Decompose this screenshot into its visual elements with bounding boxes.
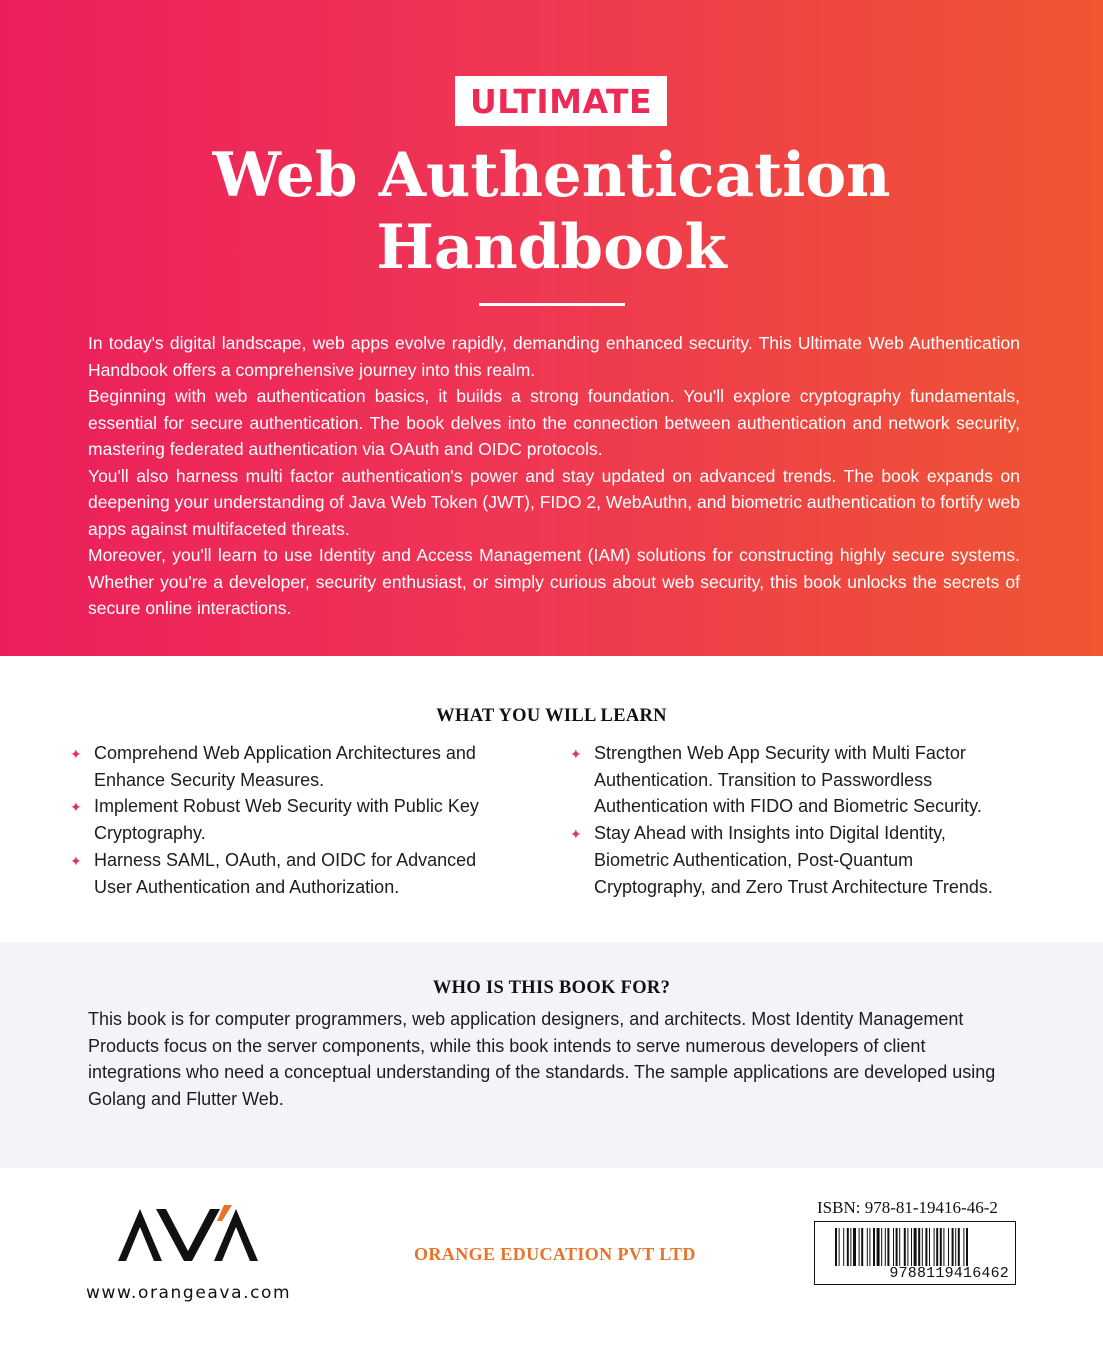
publisher-name: ORANGE EDUCATION PVT LTD (414, 1244, 696, 1264)
audience-section (0, 942, 1103, 1168)
description-paragraph: In today's digital landscape, web apps evolve rapidly, demanding enhanced security. This Ultimate Web Authentication Handbook offers a comprehensive journey into this realm. (88, 333, 1020, 380)
learn-list-right (570, 740, 1010, 900)
barcode-bar (843, 1228, 844, 1266)
barcode-bar (966, 1228, 968, 1266)
title-divider (479, 303, 625, 306)
barcode-bar (907, 1228, 908, 1266)
hero-banner (0, 0, 1103, 656)
barcode-bar (839, 1228, 840, 1266)
barcode-bar (940, 1228, 942, 1266)
learn-list-left (70, 740, 510, 900)
barcode-bar (867, 1228, 868, 1266)
barcode-bar (955, 1228, 956, 1266)
barcode-bar (914, 1228, 917, 1266)
learn-item (570, 820, 1010, 900)
learn-item-text: Implement Robust Web Security with Public Key Cryptography. (94, 796, 479, 844)
barcode-bar (847, 1228, 849, 1266)
star-bullet-icon: ✦ (570, 746, 582, 762)
barcode-bar (952, 1228, 954, 1266)
barcode-bar (948, 1228, 949, 1266)
barcode-bar (958, 1228, 960, 1266)
barcode-bar (925, 1228, 927, 1266)
title-line-2: Handbook (376, 212, 727, 283)
audience-text: This book is for computer programmers, web application designers, and architects. Most Identity Management Products focus on the server components, while this book intends to serve numerous developers of client integrations who need a conceptual understanding of the standards. The sample applications are developed using Golang and Flutter Web. (88, 1009, 996, 1110)
learn-item (570, 740, 1010, 820)
barcode-digits: 9788119416462 (889, 1265, 1009, 1282)
learn-section (0, 656, 1103, 942)
star-bullet-icon: ✦ (70, 746, 82, 762)
learn-item-text: Stay Ahead with Insights into Digital Identity, Biometric Authentication, Post-Quantum Cryptography, and Zero Trust Architecture Trends. (594, 823, 993, 897)
learn-item (70, 847, 510, 900)
barcode-bar (899, 1228, 900, 1266)
learn-heading: WHAT YOU WILL LEARN (436, 706, 667, 726)
barcode-bar (873, 1228, 875, 1266)
star-bullet-icon: ✦ (570, 826, 582, 843)
barcode-bar (887, 1228, 889, 1266)
barcode-bar (963, 1228, 964, 1266)
ultimate-badge: ULTIMATE (455, 76, 667, 126)
learn-item (70, 740, 510, 793)
description-paragraph: Moreover, you'll learn to use Identity and Access Management (IAM) solutions for constructing highly secure systems. Whether you're a developer, security enthusiast, or simply curious about web security, this book unlocks the secrets of secure online interactions. (88, 545, 1020, 618)
barcode-bar (904, 1228, 906, 1266)
barcode-bar (869, 1228, 870, 1266)
barcode-bar (850, 1228, 851, 1266)
barcode-bar (934, 1228, 935, 1266)
learn-item-text: Strengthen Web App Security with Multi Factor Authentication. Transition to Passwordless Authentication with FIDO and Biometric Security. (594, 743, 982, 817)
isbn-barcode (814, 1221, 1016, 1285)
barcode-bar (877, 1228, 880, 1266)
ava-logo (118, 1203, 258, 1265)
book-title (0, 140, 1103, 284)
publisher-website: www.orangeava.com (86, 1283, 292, 1303)
barcode-bar (929, 1228, 930, 1266)
barcode-bar (911, 1228, 912, 1266)
barcode-bar (893, 1228, 894, 1266)
learn-item-text: Comprehend Web Application Architectures and Enhance Security Measures. (94, 743, 476, 790)
star-bullet-icon: ✦ (70, 799, 82, 816)
description-paragraph: Beginning with web authentication basics, it builds a strong foundation. You'll explore cryptography fundamentals, essential for secure authentication. The book delves into the connection between authentication and network security, mastering federated authentication via OAuth and OIDC protocols. (88, 386, 1020, 459)
barcode-bar (918, 1228, 920, 1266)
barcode-bar (943, 1228, 944, 1266)
barcode-bar (861, 1228, 863, 1266)
barcode-bar (896, 1228, 898, 1266)
barcode-bar (885, 1228, 886, 1266)
book-description (88, 330, 1020, 622)
learn-item (70, 793, 510, 846)
barcode-bar (835, 1228, 837, 1266)
barcode-bar (853, 1228, 856, 1266)
audience-heading: WHO IS THIS BOOK FOR? (432, 978, 671, 998)
barcode-bar (881, 1228, 882, 1266)
barcode-bar (859, 1228, 860, 1266)
title-line-1: Web Authentication (212, 140, 891, 211)
barcode-bar (922, 1228, 923, 1266)
description-paragraph: You'll also harness multi factor authentication's power and stay updated on advanced trends. The book expands on deepening your understanding of Java Web Token (JWT), FIDO 2, WebAuthn, and biometric authentication to fortify web apps against multifaceted threats. (88, 465, 1020, 539)
isbn-label: ISBN: 978-81-19416-46-2 (817, 1198, 998, 1217)
learn-item-text: Harness SAML, OAuth, and OIDC for Advanced User Authentication and Authorization. (94, 849, 477, 897)
barcode-bar (936, 1228, 938, 1266)
star-bullet-icon: ✦ (70, 852, 82, 869)
